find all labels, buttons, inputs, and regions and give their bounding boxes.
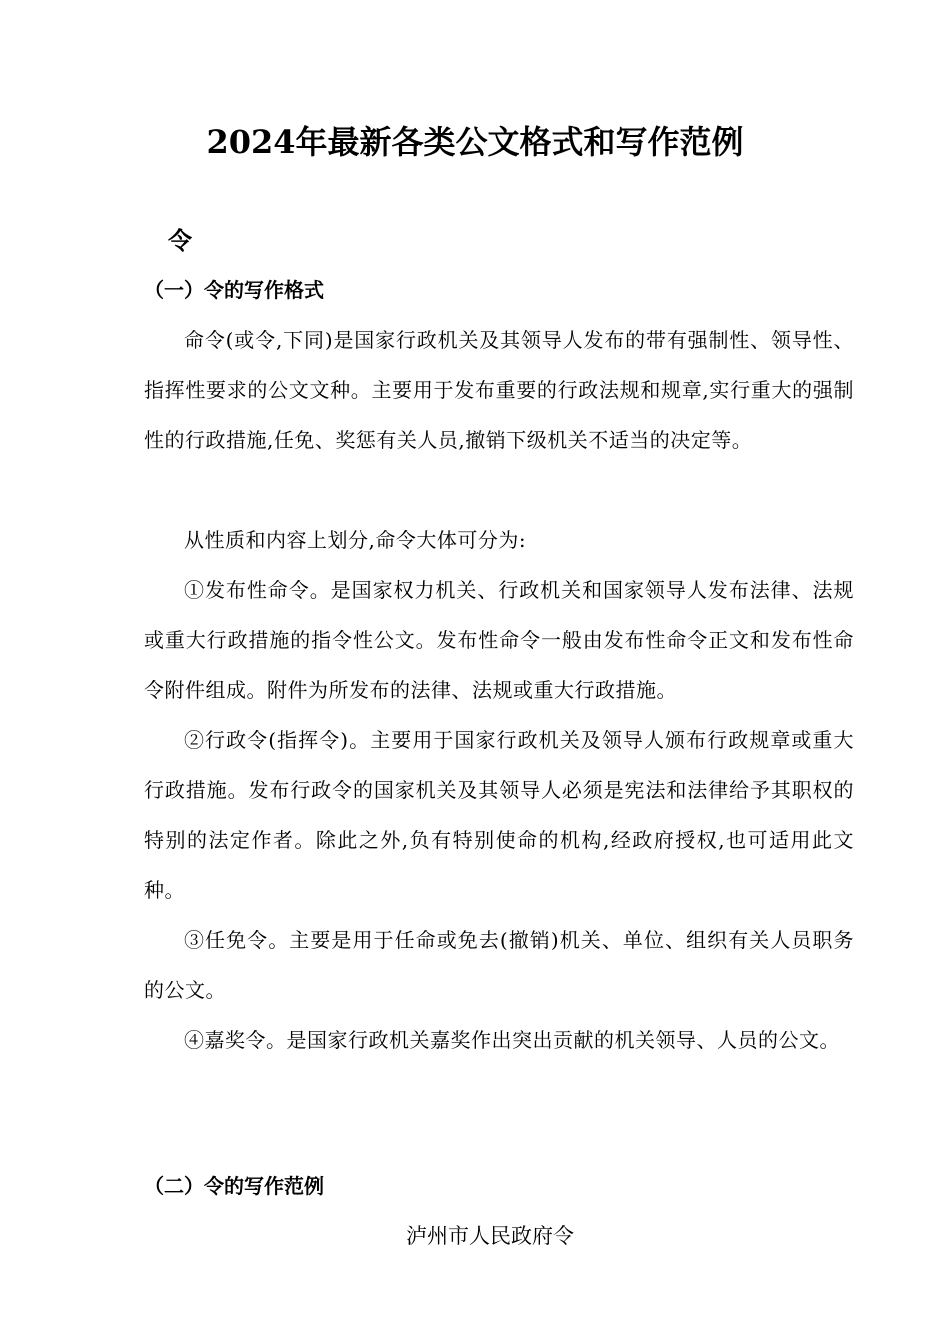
paragraph-commendation-order: ④嘉奖令。是国家行政机关嘉奖作出突出贡献的机关领导、人员的公文。 xyxy=(184,1028,840,1052)
document-title: 2024年最新各类公文格式和写作范例 xyxy=(206,123,744,161)
subsection-heading-example: （二）令的写作范例 xyxy=(144,1174,324,1198)
example-title: 泸州市人民政府令 xyxy=(406,1224,574,1248)
paragraph-administrative-order: ②行政令(指挥令)。主要用于国家行政机关及领导人颁布行政规章或重大行政措施。发布行政令的国家机关及其领导人必须是宪法和法律给予其职权的特别的法定作者。除此之外,负有特别使命的机构,经政府授权,也可适用此文种。 xyxy=(144,728,854,902)
paragraph-publishing-order: ①发布性命令。是国家权力机关、行政机关和国家领导人发布法律、法规或重大行政措施的指令性公文。发布性命令一般由发布性命令正文和发布性命令附件组成。附件为所发布的法律、法规或重大行政措施。 xyxy=(144,578,854,702)
paragraph-classification: 从性质和内容上划分,命令大体可分为: xyxy=(184,528,527,552)
paragraph-appointment-order: ③任免令。主要是用于任命或免去(撤销)机关、单位、组织有关人员职务的公文。 xyxy=(144,928,854,1002)
section-heading: 令 xyxy=(168,226,192,255)
paragraph-definition: 命令(或令,下同)是国家行政机关及其领导人发布的带有强制性、领导性、指挥性要求的公文文种。主要用于发布重要的行政法规和规章,实行重大的强制性的行政措施,任免、奖惩有关人员,撤销下级机关不适当的决定等。 xyxy=(144,328,854,452)
subsection-heading-format: （一）令的写作格式 xyxy=(144,278,324,302)
